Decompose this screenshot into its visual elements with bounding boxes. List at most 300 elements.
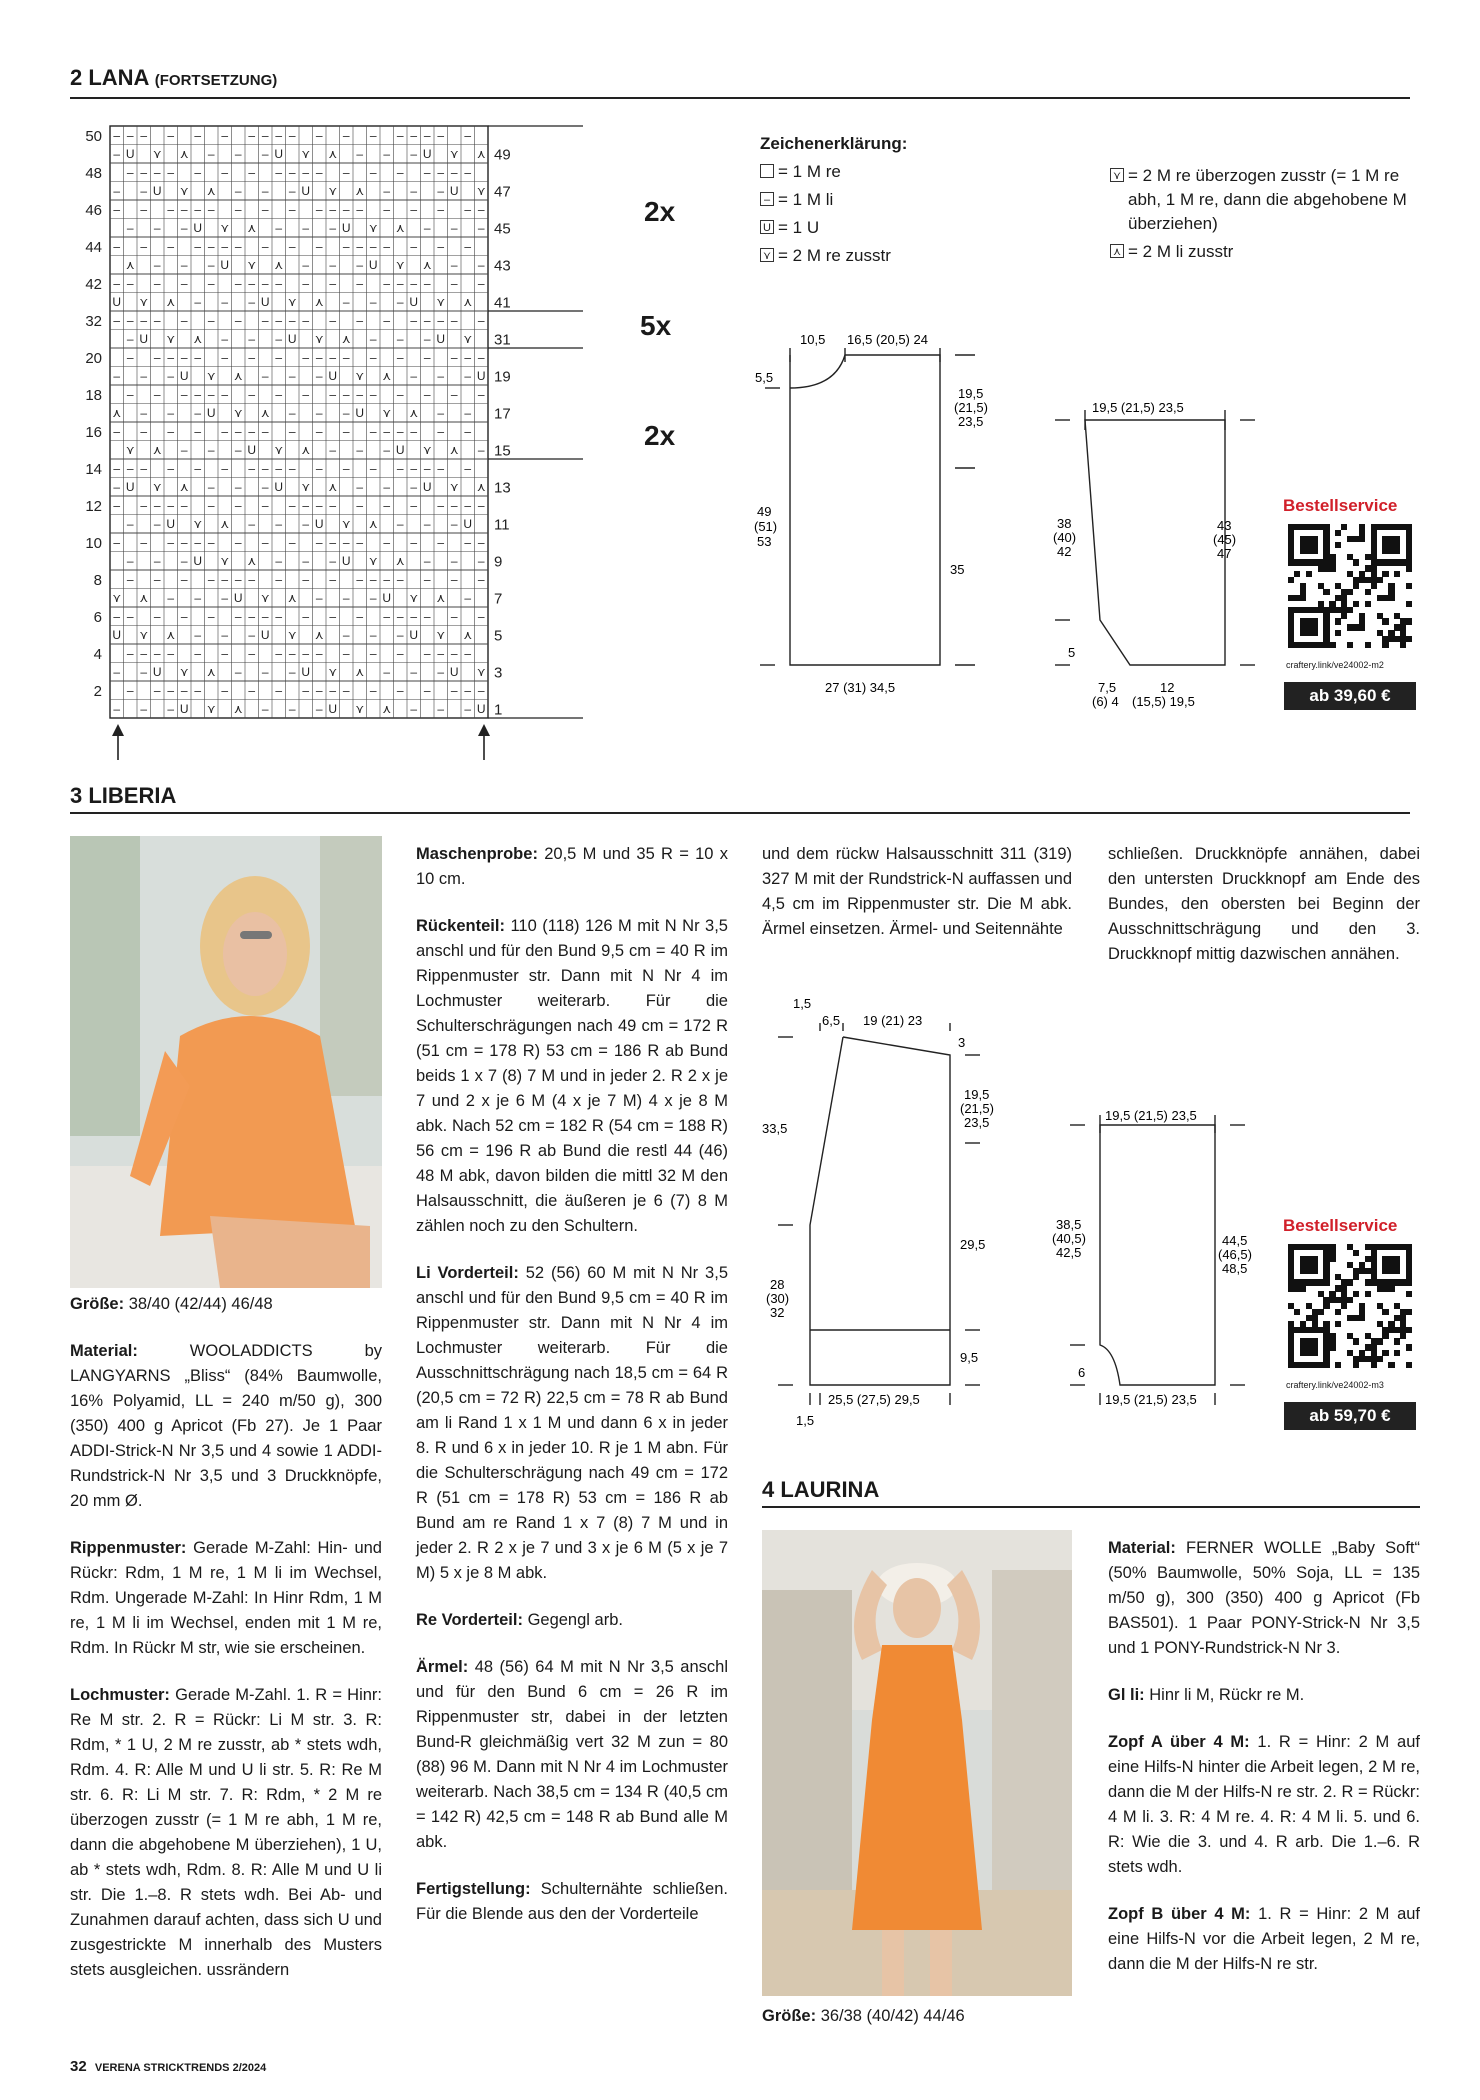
chart-cell-symbol: – bbox=[153, 572, 161, 587]
chart-cell-symbol: ⋏ bbox=[328, 146, 338, 161]
chart-cell-symbol: ⋎ bbox=[193, 516, 203, 531]
magazine-name: VERENA STRICKTRENDS 2/2024 bbox=[94, 2062, 267, 2074]
chart-row-label: 7 bbox=[494, 590, 503, 608]
chart-cell-symbol: ⋎ bbox=[206, 701, 216, 716]
chart-cell-symbol: – bbox=[342, 294, 350, 309]
chart-cell-symbol: – bbox=[450, 498, 458, 513]
chart-cell-symbol: – bbox=[464, 202, 472, 217]
chart-cell-symbol: ⋎ bbox=[301, 479, 311, 494]
qr-module bbox=[1347, 1297, 1353, 1303]
chart-cell-symbol: – bbox=[396, 516, 404, 531]
skp-symbol-icon: ⋎ bbox=[1110, 168, 1124, 182]
chart-cell-symbol: ⋏ bbox=[382, 701, 392, 716]
chart-cell-symbol: – bbox=[275, 331, 283, 346]
section-subtitle: (FORTSETZUNG) bbox=[154, 72, 278, 89]
qr-module bbox=[1341, 524, 1347, 530]
chart-cell-symbol: – bbox=[464, 646, 472, 661]
chart-cell-symbol: – bbox=[450, 609, 458, 624]
chart-cell-symbol: ⋏ bbox=[355, 183, 365, 198]
qr-module bbox=[1335, 1321, 1341, 1327]
qr-module bbox=[1394, 1268, 1400, 1274]
chart-cell-symbol: – bbox=[329, 683, 337, 698]
chart-cell-symbol: – bbox=[477, 387, 485, 402]
page-number: 32 bbox=[70, 2058, 87, 2075]
chart-cell-symbol: ⋏ bbox=[314, 627, 324, 642]
qr-module bbox=[1377, 577, 1383, 583]
chart-cell-symbol: – bbox=[275, 220, 283, 235]
chart-cell-symbol: – bbox=[396, 387, 404, 402]
chart-cell-symbol: – bbox=[140, 498, 148, 513]
chart-cell-symbol: – bbox=[167, 350, 175, 365]
chart-cell-symbol: – bbox=[153, 553, 161, 568]
dim-label: 49 bbox=[757, 504, 772, 519]
chart-cell-symbol: – bbox=[477, 442, 485, 457]
qr-module bbox=[1371, 583, 1377, 589]
chart-cell-symbol: ⋏ bbox=[422, 257, 432, 272]
chart-cell-symbol: – bbox=[261, 368, 269, 383]
dim-label: 27 (31) 34,5 bbox=[825, 680, 896, 695]
chart-cell-symbol: – bbox=[396, 609, 404, 624]
dim-label: 16,5 (20,5) 24 bbox=[847, 332, 928, 347]
chart-cell-symbol: – bbox=[356, 313, 364, 328]
chart-cell-symbol: – bbox=[207, 276, 215, 291]
chart-cell-symbol: – bbox=[288, 183, 296, 198]
dim-label: (40) bbox=[1053, 530, 1077, 545]
chart-cell-symbol: – bbox=[302, 387, 310, 402]
chart-row-label: 8 bbox=[93, 571, 102, 589]
chart-cell-symbol: – bbox=[342, 424, 350, 439]
chart-row-label: 47 bbox=[494, 183, 511, 201]
chart-cell-symbol: – bbox=[207, 146, 215, 161]
chart-cell-symbol: – bbox=[248, 331, 256, 346]
chart-cell-symbol: – bbox=[342, 590, 350, 605]
section-title: 3 LIBERIA bbox=[70, 783, 177, 808]
chart-cell-symbol: – bbox=[450, 220, 458, 235]
qr-module bbox=[1312, 548, 1318, 554]
chart-cell-symbol: – bbox=[180, 276, 188, 291]
chart-cell-symbol: – bbox=[234, 183, 242, 198]
knitting-chart bbox=[70, 120, 690, 760]
qr-module bbox=[1347, 1279, 1353, 1285]
chart-cell-symbol: – bbox=[261, 128, 269, 143]
qr-module bbox=[1377, 1356, 1383, 1362]
material-text: WOOLADDICTS by LANGYARNS „Bliss“ (84% Baumwolle, 16% Polyamid, LL = 240 m/50 g), 300 (350) 400 g Apricot (Fb 27). Je 1 Paar ADDI-Strick-N Nr 3,5 und 4 sowie 1 ADDI-Rundstrick-N Nr 3,5 und 3 Druckknöpfe, 20 mm Ø. bbox=[70, 1342, 382, 1510]
chart-row-label: 45 bbox=[494, 220, 511, 238]
chart-cell-symbol: U bbox=[382, 590, 392, 605]
chart-cell-symbol: – bbox=[221, 294, 229, 309]
qr-module bbox=[1365, 601, 1371, 607]
chart-cell-symbol: – bbox=[261, 701, 269, 716]
maschen-text: 20,5 M und 35 R = 10 x 10 cm. bbox=[416, 845, 728, 888]
qr-code-icon[interactable] bbox=[1288, 1244, 1412, 1368]
chart-cell-symbol: – bbox=[302, 646, 310, 661]
chart-cell-symbol: – bbox=[302, 572, 310, 587]
chart-cell-symbol: U bbox=[422, 146, 432, 161]
chart-cell-symbol: – bbox=[410, 368, 418, 383]
chart-cell-symbol: – bbox=[275, 313, 283, 328]
chart-cell-symbol: – bbox=[221, 165, 229, 180]
dim-label: 19 (21) 23 bbox=[863, 1013, 923, 1028]
qr-module bbox=[1353, 1250, 1359, 1256]
chart-cell-symbol: – bbox=[234, 609, 242, 624]
chart-cell-symbol: – bbox=[153, 387, 161, 402]
chart-cell-symbol: U bbox=[193, 553, 203, 568]
chart-cell-symbol: – bbox=[315, 128, 323, 143]
chart-cell-symbol: – bbox=[207, 479, 215, 494]
chart-cell-symbol: – bbox=[450, 350, 458, 365]
qr-module bbox=[1347, 642, 1353, 648]
chart-legend-right bbox=[1110, 164, 1420, 264]
material-label: Material: bbox=[1108, 1539, 1176, 1557]
chart-cell-symbol: – bbox=[315, 368, 323, 383]
chart-cell-symbol: – bbox=[180, 350, 188, 365]
qr-code-icon[interactable] bbox=[1288, 524, 1412, 648]
chart-cell-symbol: U bbox=[193, 220, 203, 235]
chart-cell-symbol: ⋎ bbox=[463, 331, 473, 346]
chart-row-label: 20 bbox=[85, 349, 102, 367]
chart-cell-symbol: – bbox=[383, 664, 391, 679]
chart-cell-symbol: – bbox=[248, 387, 256, 402]
chart-cell-symbol: – bbox=[315, 701, 323, 716]
chart-cell-symbol: – bbox=[288, 535, 296, 550]
chart-cell-symbol: ⋎ bbox=[449, 146, 459, 161]
chart-cell-symbol: ⋎ bbox=[166, 331, 176, 346]
chart-cell-symbol: – bbox=[261, 609, 269, 624]
chart-cell-symbol: ⋎ bbox=[112, 590, 122, 605]
chart-row-label: 3 bbox=[494, 664, 503, 682]
chart-cell-symbol: – bbox=[423, 276, 431, 291]
chart-cell-symbol: ⋏ bbox=[179, 146, 189, 161]
chart-row-label: 4 bbox=[93, 645, 102, 663]
chart-cell-symbol: ⋎ bbox=[368, 553, 378, 568]
chart-cell-symbol: – bbox=[248, 165, 256, 180]
chart-cell-symbol: – bbox=[464, 128, 472, 143]
chart-cell-symbol: – bbox=[248, 627, 256, 642]
dim-label: 32 bbox=[770, 1305, 785, 1320]
chart-cell-symbol: – bbox=[410, 239, 418, 254]
chart-cell-symbol: ⋎ bbox=[152, 146, 162, 161]
chart-cell-symbol: – bbox=[140, 165, 148, 180]
chart-cell-symbol: – bbox=[410, 664, 418, 679]
chart-cell-symbol: ⋎ bbox=[382, 405, 392, 420]
chart-cell-symbol: – bbox=[194, 294, 202, 309]
chart-cell-symbol: – bbox=[288, 461, 296, 476]
chart-cell-symbol: – bbox=[113, 183, 121, 198]
qr-module bbox=[1406, 1362, 1412, 1368]
aermel-label: Ärmel: bbox=[416, 1658, 469, 1676]
chart-cell-symbol: – bbox=[113, 424, 121, 439]
chart-cell-symbol: – bbox=[450, 572, 458, 587]
chart-cell-symbol: – bbox=[437, 701, 445, 716]
chart-row-label: 31 bbox=[494, 331, 511, 349]
chart-cell-symbol: U bbox=[476, 701, 486, 716]
chart-cell-symbol: ⋎ bbox=[314, 331, 324, 346]
qr-module bbox=[1312, 630, 1318, 636]
chart-row-label: 46 bbox=[85, 201, 102, 219]
chart-cell-symbol: – bbox=[180, 609, 188, 624]
chart-cell-symbol: – bbox=[396, 461, 404, 476]
qr-module bbox=[1294, 1309, 1300, 1315]
chart-cell-symbol: – bbox=[477, 609, 485, 624]
chart-row-label: 6 bbox=[93, 608, 102, 626]
chart-cell-symbol: – bbox=[437, 239, 445, 254]
qr-module bbox=[1394, 1338, 1400, 1344]
qr-module bbox=[1323, 1362, 1329, 1368]
chart-cell-symbol: – bbox=[315, 350, 323, 365]
chart-cell-symbol: – bbox=[410, 146, 418, 161]
chart-cell-symbol: – bbox=[437, 498, 445, 513]
legend-text: = 2 M re zusstr bbox=[778, 246, 891, 265]
chart-cell-symbol: ⋏ bbox=[463, 627, 473, 642]
price-badge: ab 59,70 € bbox=[1284, 1402, 1416, 1430]
chart-cell-symbol: – bbox=[180, 553, 188, 568]
chart-row-label: 43 bbox=[494, 257, 511, 275]
qr-module bbox=[1306, 571, 1312, 577]
chart-cell-symbol: U bbox=[301, 664, 311, 679]
chart-cell-symbol: – bbox=[356, 535, 364, 550]
chart-cell-symbol: – bbox=[167, 128, 175, 143]
qr-module bbox=[1382, 1350, 1388, 1356]
chart-cell-symbol: – bbox=[369, 331, 377, 346]
chart-cell-symbol: – bbox=[288, 646, 296, 661]
chart-cell-symbol: ⋏ bbox=[139, 590, 149, 605]
chart-cell-symbol: U bbox=[341, 553, 351, 568]
yarn-over-symbol-icon: U bbox=[760, 220, 774, 234]
chart-cell-symbol: – bbox=[450, 387, 458, 402]
dim-label: 19,5 (21,5) 23,5 bbox=[1092, 400, 1184, 415]
chart-cell-symbol: – bbox=[423, 128, 431, 143]
page-footer bbox=[70, 2058, 266, 2075]
chart-cell-symbol: – bbox=[437, 165, 445, 180]
chart-cell-symbol: – bbox=[113, 146, 121, 161]
chart-cell-symbol: – bbox=[126, 683, 134, 698]
legend-item bbox=[760, 158, 1020, 186]
qr-module bbox=[1329, 1256, 1335, 1262]
livorder-text: 52 (56) 60 M mit N Nr 3,5 anschl und für den Bund 9,5 cm = 40 R im Rippenmuster str. Dann mit N Nr 4 im Lochmuster weiterarb. Für die Ausschnittschrägung nach 18,5 cm = 64 R (20,5 cm = 72 R) 22,5 cm = 78 R ab Bund am li Rand 1 x 1 M und dann 6 x in jeder 8. R und 6 x in jeder 10. R je 1 M abn. Für die Schulterschrägung nach 49 cm = 172 R (51 cm = 178 R) 53 cm = 186 R ab Bund am re Rand 1 x 7 (8) 7 M und in jeder 2. R 2 x je 7 und 3 x je 6 M (5 x je 7 M) 5 x je 8 M abk. bbox=[416, 1264, 728, 1582]
chart-cell-symbol: ⋎ bbox=[476, 664, 486, 679]
chart-cell-symbol: – bbox=[167, 498, 175, 513]
dim-label: 19,5 bbox=[958, 386, 984, 401]
chart-cell-symbol: – bbox=[207, 313, 215, 328]
chart-cell-symbol: – bbox=[275, 516, 283, 531]
chart-cell-symbol: – bbox=[167, 461, 175, 476]
chart-cell-symbol: – bbox=[450, 257, 458, 272]
chart-cell-symbol: – bbox=[329, 313, 337, 328]
chart-cell-symbol: – bbox=[153, 220, 161, 235]
chart-cell-symbol: – bbox=[369, 294, 377, 309]
chart-cell-symbol: ⋎ bbox=[220, 220, 230, 235]
chart-cell-symbol: – bbox=[315, 535, 323, 550]
chart-cell-symbol: – bbox=[423, 313, 431, 328]
chart-cell-symbol: – bbox=[477, 202, 485, 217]
chart-cell-symbol: U bbox=[463, 516, 473, 531]
chart-cell-symbol: – bbox=[167, 590, 175, 605]
chart-cell-symbol: – bbox=[437, 313, 445, 328]
chart-cell-symbol: – bbox=[167, 646, 175, 661]
qr-module bbox=[1353, 583, 1359, 589]
qr-module bbox=[1406, 1327, 1412, 1333]
qr-module bbox=[1382, 642, 1388, 648]
chart-cell-symbol: – bbox=[315, 202, 323, 217]
purl-symbol-icon: – bbox=[760, 192, 774, 206]
chart-cell-symbol: ⋏ bbox=[476, 146, 486, 161]
chart-cell-symbol: – bbox=[302, 276, 310, 291]
chart-cell-symbol: – bbox=[423, 609, 431, 624]
chart-cell-symbol: ⋏ bbox=[287, 590, 297, 605]
qr-module bbox=[1394, 1350, 1400, 1356]
chart-cell-symbol: – bbox=[207, 535, 215, 550]
qr-module bbox=[1347, 589, 1353, 595]
chart-cell-symbol: – bbox=[369, 239, 377, 254]
qr-module bbox=[1347, 607, 1353, 613]
chart-cell-symbol: ⋎ bbox=[179, 183, 189, 198]
chart-row-label: 32 bbox=[85, 312, 102, 330]
chart-cell-symbol: ⋎ bbox=[476, 183, 486, 198]
qr-module bbox=[1300, 595, 1306, 601]
material-label: Material: bbox=[70, 1342, 138, 1360]
chart-cell-symbol: – bbox=[342, 683, 350, 698]
chart-cell-symbol: – bbox=[126, 165, 134, 180]
dim-label: 5 bbox=[1068, 645, 1076, 660]
fertig-text: Schulternähte schließen. Für die Blende aus den der Vorderteile bbox=[416, 1880, 728, 1923]
dim-label: 19,5 bbox=[964, 1087, 990, 1102]
qr-module bbox=[1323, 1279, 1329, 1285]
legend-item bbox=[760, 186, 1020, 214]
chart-cell-symbol: – bbox=[261, 146, 269, 161]
chart-cell-symbol: – bbox=[113, 498, 121, 513]
dim-label: 7,5 bbox=[1098, 680, 1117, 695]
chart-cell-symbol: U bbox=[449, 664, 459, 679]
chart-cell-symbol: – bbox=[140, 646, 148, 661]
qr-module bbox=[1406, 1291, 1412, 1297]
chart-cell-symbol: U bbox=[328, 368, 338, 383]
chart-cell-symbol: – bbox=[167, 701, 175, 716]
chart-cell-symbol: – bbox=[464, 701, 472, 716]
order-link[interactable]: craftery.link/ve24002-m3 bbox=[1286, 1380, 1384, 1390]
dim-label: (6) 4 bbox=[1092, 694, 1119, 709]
chart-cell-symbol: U bbox=[328, 701, 338, 716]
chart-cell-symbol: – bbox=[383, 202, 391, 217]
chart-cell-symbol: – bbox=[369, 350, 377, 365]
chart-cell-symbol: – bbox=[315, 424, 323, 439]
aermel-text: 48 (56) 64 M mit N Nr 3,5 anschl und für den Bund 6 cm = 26 R im Rippenmuster str, dabei in der letzten Bund-R gleichmäßig vert 32 M zun = 80 (88) 96 M. Dann mit N Nr 4 im Lochmuster weiterarb. Nach 38,5 cm = 134 R (40,5 cm = 142 R) 42,5 cm = 148 R ab Bund alle M abk. bbox=[416, 1658, 729, 1851]
liberia-column-4 bbox=[1108, 842, 1420, 989]
chart-cell-symbol: ⋏ bbox=[449, 442, 459, 457]
chart-cell-symbol: ⋏ bbox=[179, 479, 189, 494]
photo-placeholder-svg bbox=[70, 836, 382, 1288]
dim-label: 42,5 bbox=[1056, 1245, 1082, 1260]
chart-cell-symbol: – bbox=[180, 257, 188, 272]
chart-cell-symbol: U bbox=[206, 405, 216, 420]
chart-cell-symbol: – bbox=[221, 387, 229, 402]
chart-cell-symbol: – bbox=[234, 239, 242, 254]
chart-cell-symbol: – bbox=[423, 461, 431, 476]
chart-cell-symbol: U bbox=[166, 516, 176, 531]
chart-cell-symbol: – bbox=[423, 387, 431, 402]
chart-cell-symbol: U bbox=[409, 627, 419, 642]
chart-cell-symbol: ⋎ bbox=[409, 590, 419, 605]
chart-cell-symbol: U bbox=[260, 627, 270, 642]
chart-cell-symbol: – bbox=[356, 202, 364, 217]
chart-cell-symbol: – bbox=[477, 220, 485, 235]
knit-symbol-icon bbox=[760, 164, 774, 178]
chart-cell-symbol: – bbox=[194, 646, 202, 661]
chart-cell-symbol: – bbox=[410, 313, 418, 328]
chart-cell-symbol: – bbox=[369, 461, 377, 476]
chart-cell-symbol: – bbox=[234, 572, 242, 587]
dim-label: 43 bbox=[1217, 518, 1232, 533]
chart-cell-symbol: – bbox=[234, 276, 242, 291]
chart-cell-symbol: – bbox=[383, 239, 391, 254]
chart-cell-symbol: – bbox=[396, 424, 404, 439]
chart-cell-symbol: U bbox=[422, 479, 432, 494]
lana-schematic bbox=[750, 320, 1270, 720]
chart-cell-symbol: ⋎ bbox=[152, 479, 162, 494]
chart-cell-symbol: – bbox=[396, 128, 404, 143]
legend-item bbox=[1110, 164, 1420, 236]
chart-cell-symbol: – bbox=[167, 165, 175, 180]
chart-cell-symbol: – bbox=[369, 627, 377, 642]
dim-label: 5,5 bbox=[755, 370, 774, 385]
order-link[interactable]: craftery.link/ve24002-m2 bbox=[1286, 660, 1384, 670]
chart-cell-symbol: – bbox=[221, 590, 229, 605]
photo-placeholder-svg bbox=[762, 1530, 1072, 1996]
chart-cell-symbol: – bbox=[126, 646, 134, 661]
dim-label: 42 bbox=[1057, 544, 1072, 559]
chart-cell-symbol: ⋎ bbox=[449, 479, 459, 494]
chart-cell-symbol: – bbox=[153, 498, 161, 513]
chart-cell-symbol: – bbox=[221, 331, 229, 346]
chart-cell-symbol: – bbox=[140, 183, 148, 198]
qr-module bbox=[1335, 630, 1341, 636]
chart-cell-symbol: – bbox=[477, 553, 485, 568]
qr-module bbox=[1388, 1362, 1394, 1368]
chart-cell-symbol: – bbox=[477, 683, 485, 698]
revorder-label: Re Vorderteil: bbox=[416, 1611, 523, 1629]
chart-cell-symbol: – bbox=[113, 461, 121, 476]
rippen-text: Gerade M-Zahl: Hin- und Rückr: Rdm, 1 M re, 1 M li im Wechsel, Rdm. Ungerade M-Zahl: In Hinr Rdm, 1 M re, 1 M li im Wechsel, enden mit 1 M re, Rdm. In Rückr M str, wie sie erscheinen. bbox=[70, 1539, 382, 1657]
chart-cell-symbol: – bbox=[464, 350, 472, 365]
chart-cell-symbol: – bbox=[329, 498, 337, 513]
chart-cell-symbol: – bbox=[383, 276, 391, 291]
chart-cell-symbol: – bbox=[477, 257, 485, 272]
rippen-label: Rippenmuster: bbox=[70, 1539, 187, 1557]
chart-cell-symbol: – bbox=[140, 701, 148, 716]
chart-cell-symbol: U bbox=[274, 146, 284, 161]
dim-label: 6 bbox=[1078, 1365, 1086, 1380]
dim-label: 33,5 bbox=[762, 1121, 788, 1136]
qr-module bbox=[1353, 1274, 1359, 1280]
chart-cell-symbol: – bbox=[275, 276, 283, 291]
chart-cell-symbol: – bbox=[342, 387, 350, 402]
chart-cell-symbol: – bbox=[288, 202, 296, 217]
qr-module bbox=[1288, 577, 1294, 583]
dim-label: 23,5 bbox=[958, 414, 984, 429]
chart-cell-symbol: ⋎ bbox=[206, 368, 216, 383]
qr-module bbox=[1382, 571, 1388, 577]
chart-row-label: 11 bbox=[494, 516, 510, 534]
liberia-schematic-svg bbox=[760, 995, 1280, 1445]
chart-cell-symbol: – bbox=[342, 627, 350, 642]
dim-label: 9,5 bbox=[960, 1350, 979, 1365]
chart-cell-symbol: – bbox=[410, 498, 418, 513]
chart-cell-symbol: – bbox=[113, 368, 121, 383]
chart-cell-symbol: – bbox=[234, 479, 242, 494]
chart-cell-symbol: – bbox=[126, 128, 134, 143]
chart-cell-symbol: – bbox=[396, 627, 404, 642]
chart-cell-symbol: – bbox=[342, 350, 350, 365]
chart-cell-symbol: – bbox=[194, 239, 202, 254]
